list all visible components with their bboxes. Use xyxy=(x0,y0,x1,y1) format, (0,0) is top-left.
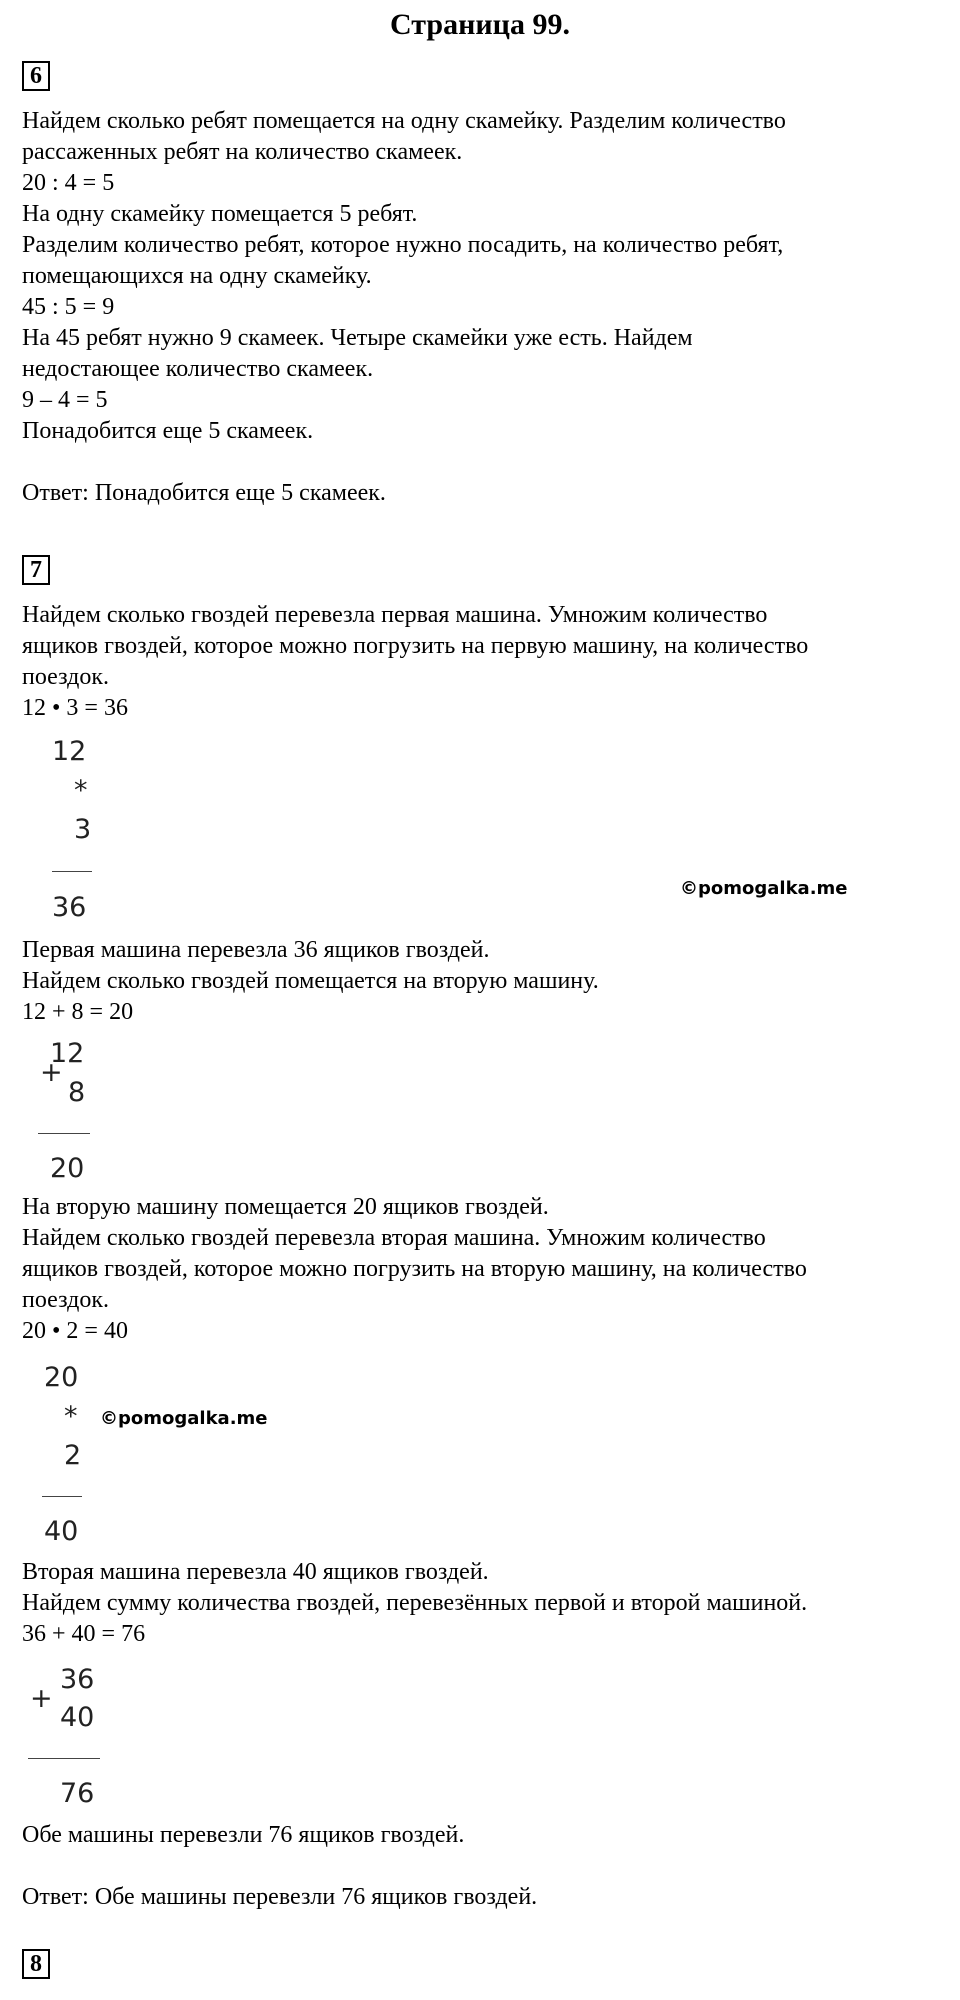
task-7-block-1 xyxy=(22,600,942,724)
task-7-answer: Ответ: Обе машины перевезли 76 ящиков гвоздей. xyxy=(22,1884,538,1910)
task-7-number: 7 xyxy=(22,555,50,585)
text-line: Найдем сколько гвоздей перевезла вторая машина. Умножим количество xyxy=(22,1225,766,1251)
calc-operator: + xyxy=(40,1057,63,1088)
calc-result: 76 xyxy=(60,1778,95,1809)
calc-bottom: 3 xyxy=(74,814,92,845)
text-line: ящиков гвоздей, которое можно погрузить на первую машину, на количество xyxy=(22,633,809,659)
equation-line: 45 : 5 = 9 xyxy=(22,294,115,320)
text-line: Разделим количество ребят, которое нужно посадить, на количество ребят, xyxy=(22,232,784,258)
page-title: Страница 99. xyxy=(390,8,570,41)
calc-operator: * xyxy=(64,1401,78,1432)
task-7-block-4 xyxy=(22,1557,942,1650)
calc-bottom: 8 xyxy=(68,1077,86,1108)
text-line: На одну скамейку помещается 5 ребят. xyxy=(22,201,418,227)
calc-result: 36 xyxy=(52,892,87,923)
calc-top: 20 xyxy=(44,1362,79,1393)
text-line: Вторая машина перевезла 40 ящиков гвоздей. xyxy=(22,1559,489,1585)
task-6-text xyxy=(22,106,942,509)
task-8-number: 8 xyxy=(22,1949,50,1979)
calc-line xyxy=(38,1133,90,1134)
calc-line xyxy=(28,1758,100,1759)
text-line: поездок. xyxy=(22,664,109,690)
calc-top: 12 xyxy=(50,1038,85,1069)
text-line: помещающихся на одну скамейку. xyxy=(22,263,372,289)
task-7-block-3 xyxy=(22,1192,942,1347)
calc-bottom: 40 xyxy=(60,1702,95,1733)
calc-operator: * xyxy=(74,775,88,806)
task-6-answer: Ответ: Понадобится еще 5 скамеек. xyxy=(22,480,386,506)
calc-top: 12 xyxy=(52,736,87,767)
text-line: Первая машина перевезла 36 ящиков гвоздей. xyxy=(22,937,490,963)
text-line: Найдем сколько ребят помещается на одну скамейку. Разделим количество xyxy=(22,108,786,134)
text-line: Найдем сколько гвоздей помещается на вторую машину. xyxy=(22,968,599,994)
calc-bottom: 2 xyxy=(64,1440,82,1471)
text-line: поездок. xyxy=(22,1287,109,1313)
calc-operator: + xyxy=(30,1683,53,1714)
equation-line: 12 • 3 = 36 xyxy=(22,695,128,721)
text-line: Найдем сумму количества гвоздей, перевезённых первой и второй машиной. xyxy=(22,1590,808,1616)
watermark: ©pomogalka.me xyxy=(100,1408,268,1429)
equation-line: 9 – 4 = 5 xyxy=(22,387,108,413)
text-line: Найдем сколько гвоздей перевезла первая машина. Умножим количество xyxy=(22,602,768,628)
text-line: рассаженных ребят на количество скамеек. xyxy=(22,139,463,165)
calc-line xyxy=(52,871,92,872)
equation-line: 36 + 40 = 76 xyxy=(22,1621,146,1647)
equation-line: 20 : 4 = 5 xyxy=(22,170,115,196)
watermark: ©pomogalka.me xyxy=(680,878,848,899)
equation-line: 12 + 8 = 20 xyxy=(22,999,134,1025)
text-line: На 45 ребят нужно 9 скамеек. Четыре скамейки уже есть. Найдем xyxy=(22,325,693,351)
task-7-block-5 xyxy=(22,1820,942,1913)
calc-result: 40 xyxy=(44,1516,79,1547)
calc-line xyxy=(42,1496,82,1497)
text-line: На вторую машину помещается 20 ящиков гвоздей. xyxy=(22,1194,549,1220)
text-line: ящиков гвоздей, которое можно погрузить на вторую машину, на количество xyxy=(22,1256,807,1282)
task-7-block-2 xyxy=(22,935,942,1028)
calc-top: 36 xyxy=(60,1664,95,1695)
text-line: Обе машины перевезли 76 ящиков гвоздей. xyxy=(22,1822,465,1848)
text-line: недостающее количество скамеек. xyxy=(22,356,374,382)
text-line: Понадобится еще 5 скамеек. xyxy=(22,418,314,444)
calc-result: 20 xyxy=(50,1153,85,1184)
equation-line: 20 • 2 = 40 xyxy=(22,1318,128,1344)
task-6-number: 6 xyxy=(22,61,50,91)
